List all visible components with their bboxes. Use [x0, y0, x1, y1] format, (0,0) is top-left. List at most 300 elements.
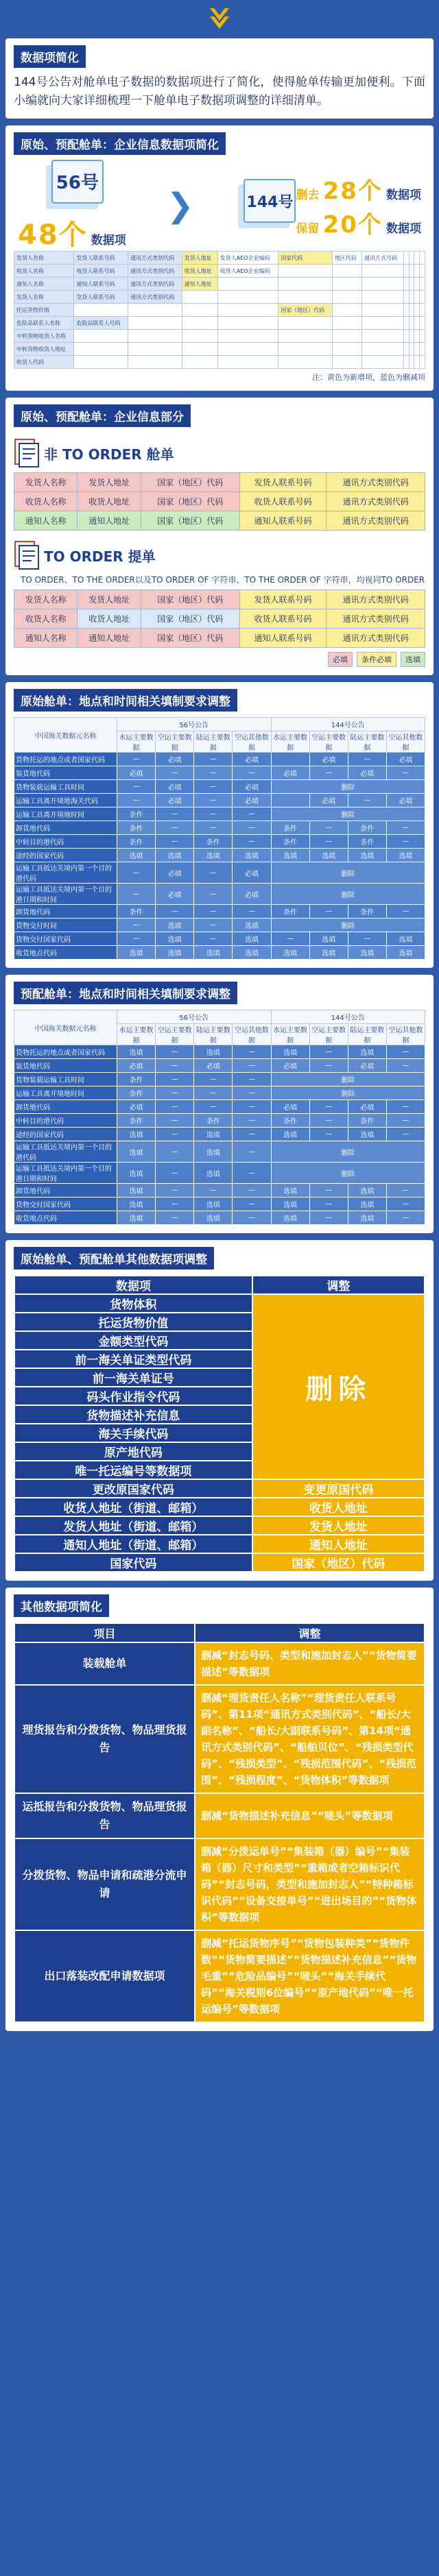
- table-cell: —: [386, 1211, 425, 1225]
- section4-title: 预配舱单：地点和时间相关填制要求调整: [14, 982, 237, 1004]
- doc-144-icon: [234, 179, 296, 232]
- table-cell: 条件: [271, 835, 309, 849]
- table-cell: —: [117, 794, 156, 807]
- item-name: 发货人地址（街道、邮箱）: [14, 1516, 252, 1535]
- table-cell: [332, 343, 361, 356]
- table-cell: 选填: [233, 919, 271, 932]
- row-name: 运输工具离开境地海关代码: [14, 794, 117, 807]
- table-cell: —: [309, 1184, 348, 1198]
- table-row: [14, 252, 425, 265]
- table-cell: 选填: [309, 932, 348, 946]
- table-cell: —: [194, 862, 233, 884]
- project-adjust: 删减“分拨运单号”“集装箱（器）编号”“集装箱（器）尺寸和类型”“重箱或者空箱标识代码”“封志号码，类型和施加封志人”“特种箱标识代码”“设备交接单号”“进出场目的”“货物体积”等数据项: [195, 1838, 425, 1930]
- table-cell: —: [156, 1100, 194, 1114]
- table-cell: [278, 317, 333, 330]
- table-cell: —: [309, 766, 348, 780]
- table-cell: 条件: [348, 1114, 386, 1128]
- table-cell: —: [233, 1114, 271, 1128]
- table-cell: [332, 304, 361, 317]
- table-row: [14, 835, 425, 849]
- other-items-table: [14, 1275, 425, 1572]
- table-cell: [217, 304, 278, 317]
- table-cell: [362, 278, 404, 291]
- table-cell: 通讯方式类别代码: [128, 291, 182, 304]
- old-count: 48个: [18, 219, 88, 251]
- row-name: 货物装载运输工具时间: [14, 780, 117, 794]
- table-cell: 选填: [271, 1128, 309, 1141]
- table-cell: [409, 330, 414, 343]
- row-name: 运输工具离开境地时间: [14, 1086, 117, 1100]
- table-cell: [414, 252, 420, 265]
- row-name: 货物交付国家代码: [14, 1198, 117, 1211]
- table-cell: 通知人联系号码: [74, 278, 128, 291]
- table-cell: [362, 265, 404, 278]
- arrow-right-icon: ❯: [166, 186, 194, 225]
- table-cell: —: [194, 1100, 233, 1114]
- table-cell: —: [309, 835, 348, 849]
- table-row: [14, 766, 425, 780]
- table-cell: 选填: [156, 849, 194, 862]
- col-56-header: 56号公告: [117, 718, 272, 731]
- table-row: [14, 609, 425, 629]
- row-name: 货物交付时间: [14, 919, 117, 932]
- legend-conditional: 条件必填: [357, 652, 396, 667]
- table-row: [14, 304, 425, 317]
- table-cell: [420, 252, 425, 265]
- table-cell: 危险品联系人号码: [74, 317, 128, 330]
- head-adjust: 调整: [195, 1623, 425, 1642]
- table-cell: 选填: [194, 1198, 233, 1211]
- table-row: [14, 1128, 425, 1141]
- table-cell: 通讯方式类别代码: [128, 278, 182, 291]
- project-adjust: 删减“封志号码、类型和施加封志人”“货物简要描述”等数据项: [195, 1642, 425, 1685]
- table-cell: —: [309, 1114, 348, 1128]
- table-cell: [182, 304, 217, 317]
- table-cell: [414, 343, 420, 356]
- item-name: 托运货物价值: [14, 1313, 252, 1331]
- table-cell: [420, 330, 425, 343]
- table-cell: —: [233, 835, 271, 849]
- table-cell: 选填: [386, 946, 425, 960]
- table-cell: 选填: [117, 1128, 156, 1141]
- project-name: 运抵报告和分拨货物、物品理货报告: [14, 1793, 195, 1838]
- table-cell: —: [194, 1073, 233, 1086]
- section2-title: 原始、预配舱单：企业信息部分: [14, 404, 191, 427]
- table-cell: 发货人AEO企业编码: [217, 252, 278, 265]
- table-cell: [128, 343, 182, 356]
- table-cell: —: [386, 905, 425, 919]
- table-cell: 选填: [348, 1198, 386, 1211]
- table-cell: 条件: [348, 905, 386, 919]
- table-cell: 必填: [233, 753, 271, 766]
- item-name: 货物描述补充信息: [14, 1405, 252, 1424]
- table-cell: [182, 317, 217, 330]
- table-cell: 必填: [117, 766, 156, 780]
- table-cell: 国家代码: [278, 252, 333, 265]
- table-row: [14, 862, 425, 884]
- table-cell: 选填: [117, 1184, 156, 1198]
- table-cell: —: [156, 766, 194, 780]
- table-cell: [362, 317, 404, 330]
- table-row: [14, 932, 425, 946]
- table-cell: 中转货物收货人地址: [14, 343, 74, 356]
- row-name: 卸货地代码: [14, 1100, 117, 1114]
- head-project: 项目: [14, 1623, 195, 1642]
- document-icon: [14, 438, 40, 468]
- sub-header: 水运主要数据: [271, 731, 309, 753]
- table-row: [14, 1045, 425, 1059]
- deleted-cell: 删除: [271, 1086, 425, 1100]
- table-cell: —: [194, 807, 233, 821]
- table-cell: 选填: [156, 919, 194, 932]
- table-cell: [403, 278, 409, 291]
- table-row: [14, 1114, 425, 1128]
- table-cell: 条件: [117, 905, 156, 919]
- table-cell: [74, 343, 128, 356]
- table-cell: 选填: [348, 849, 386, 862]
- chevron-down-icon: [206, 5, 233, 33]
- table-cell: —: [156, 1114, 194, 1128]
- project-name: 理货报告和分拨货物、物品理货报告: [14, 1685, 195, 1793]
- table-cell: [128, 356, 182, 369]
- new-count-block: [234, 172, 421, 239]
- table-cell: 选填: [117, 849, 156, 862]
- table-cell: 选填: [233, 932, 271, 946]
- table-cell: [182, 291, 217, 304]
- table-row: [14, 905, 425, 919]
- table-cell: [182, 343, 217, 356]
- table-cell: 必填: [233, 884, 271, 905]
- table-cell: 地区代码: [332, 252, 361, 265]
- section-original-manifest: [5, 682, 434, 968]
- sub-header: 水运主要数据: [271, 1024, 309, 1045]
- table-cell: 选填: [386, 849, 425, 862]
- table-cell: 发货人联系号码: [74, 291, 128, 304]
- table-cell: —: [233, 807, 271, 821]
- table-cell: —: [348, 794, 386, 807]
- table-row: [14, 1498, 425, 1516]
- table-cell: 收货人地址: [78, 492, 141, 511]
- table-cell: [217, 356, 278, 369]
- table-cell: —: [348, 753, 386, 766]
- table-cell: —: [194, 794, 233, 807]
- table-cell: —: [156, 1086, 194, 1100]
- table-cell: —: [386, 1059, 425, 1073]
- non-to-order-table: [14, 472, 425, 531]
- table-cell: 必填: [156, 794, 194, 807]
- row-name: 货物装载运输工具时间: [14, 1073, 117, 1086]
- table-cell: 发货人联系号码: [74, 252, 128, 265]
- table-cell: [217, 291, 278, 304]
- section1-title: 原始、预配舱单：企业信息数据项简化: [14, 132, 226, 155]
- legend-optional: 选填: [401, 652, 425, 667]
- table-row: [14, 1479, 425, 1498]
- row-name: 卸货地代码: [14, 821, 117, 835]
- table-cell: [409, 343, 414, 356]
- table-cell: —: [194, 1184, 233, 1198]
- table-cell: [420, 291, 425, 304]
- table-row: [14, 317, 425, 330]
- table-cell: 通知人名称: [14, 278, 74, 291]
- table-cell: [182, 330, 217, 343]
- table-cell: [271, 794, 309, 807]
- table-cell: —: [156, 1184, 194, 1198]
- table-cell: 选填: [271, 849, 309, 862]
- table-cell: 必填: [233, 780, 271, 794]
- table-cell: 条件: [117, 1114, 156, 1128]
- table-cell: 发货人联系号码: [239, 590, 327, 609]
- sub-header: 空运主要数据: [156, 731, 194, 753]
- to-order-title: TO ORDER 提单: [44, 548, 156, 565]
- table-cell: 选填: [348, 946, 386, 960]
- table-cell: —: [233, 821, 271, 835]
- sub-header: 陆运主要数据: [194, 731, 233, 753]
- table-row: [14, 1184, 425, 1198]
- table-cell: 发货人名称: [14, 473, 78, 492]
- table-cell: —: [309, 1045, 348, 1059]
- table-cell: 必填: [309, 753, 348, 766]
- table-cell: —: [386, 835, 425, 849]
- table-cell: [362, 343, 404, 356]
- sub-header: 空运其他数据: [386, 731, 425, 753]
- table-cell: 必填: [386, 753, 425, 766]
- project-adjust: 删减“货物描述补充信息”“唛头”等数据项: [195, 1793, 425, 1838]
- table-cell: —: [386, 1045, 425, 1059]
- del-label: 数据项: [386, 189, 421, 202]
- deleted-cell: 删除: [271, 1141, 425, 1163]
- table-cell: [403, 304, 409, 317]
- table-cell: [332, 356, 361, 369]
- table-cell: —: [194, 932, 233, 946]
- table-cell: —: [271, 932, 309, 946]
- table-cell: 必填: [156, 753, 194, 766]
- table-cell: [332, 317, 361, 330]
- table-cell: —: [194, 1086, 233, 1100]
- table-cell: —: [386, 766, 425, 780]
- doc-56-icon: [31, 160, 113, 213]
- table-cell: [409, 265, 414, 278]
- item-name: 海关手续代码: [14, 1424, 252, 1442]
- keep-prefix: 保留: [296, 222, 320, 236]
- table-cell: —: [348, 932, 386, 946]
- section-preconfig-manifest: [5, 975, 434, 1233]
- table-row: [14, 884, 425, 905]
- table-cell: 发货人地址: [78, 590, 141, 609]
- sub-header: 水运主要数据: [117, 1024, 156, 1045]
- table-cell: [74, 356, 128, 369]
- table-cell: [409, 291, 414, 304]
- table-cell: [409, 304, 414, 317]
- table-cell: [128, 304, 182, 317]
- section-other-items: [5, 1240, 434, 1581]
- table-cell: 国家（地区）代码: [141, 609, 239, 629]
- table-cell: —: [156, 1059, 194, 1073]
- table-cell: 选填: [271, 946, 309, 960]
- table-cell: [420, 317, 425, 330]
- table-cell: 条件: [117, 1073, 156, 1086]
- table-cell: [332, 291, 361, 304]
- table-cell: [409, 278, 414, 291]
- sub-header: 陆运主要数据: [194, 1024, 233, 1045]
- table-cell: [278, 291, 333, 304]
- table-row: [14, 473, 425, 492]
- table-cell: 通讯方式类别代码: [327, 590, 425, 609]
- table-cell: 选填: [194, 1045, 233, 1059]
- table-row: [14, 780, 425, 794]
- table-cell: 选填: [117, 1198, 156, 1211]
- table-cell: 发货人名称: [14, 252, 74, 265]
- table-cell: [409, 356, 414, 369]
- old-count-label: 数据项: [91, 233, 126, 247]
- item-change: 发货人地址: [252, 1516, 425, 1535]
- table-cell: 选填: [194, 1128, 233, 1141]
- table-cell: 必填: [233, 862, 271, 884]
- table-cell: 条件: [117, 1086, 156, 1100]
- row-name: 货物交付国家代码: [14, 932, 117, 946]
- row-name: 收货地点代码: [14, 1211, 117, 1225]
- table-cell: —: [194, 766, 233, 780]
- col-name-header: 中国海关数据元名称: [14, 718, 117, 753]
- table-row: [14, 590, 425, 609]
- row-name: 装货地代码: [14, 1059, 117, 1073]
- table-row: [14, 753, 425, 766]
- table-cell: —: [117, 884, 156, 905]
- table-row: [14, 849, 425, 862]
- table-cell: —: [309, 1128, 348, 1141]
- row-name: 卸货地代码: [14, 905, 117, 919]
- table-cell: [217, 330, 278, 343]
- sub-header: 空运主要数据: [309, 731, 348, 753]
- table-cell: —: [117, 919, 156, 932]
- table-cell: 必填: [271, 766, 309, 780]
- sub-header: 空运其他数据: [233, 1024, 271, 1045]
- table-row: [14, 807, 425, 821]
- table-cell: [414, 317, 420, 330]
- table-cell: —: [194, 884, 233, 905]
- table-cell: 收货人名称: [14, 492, 78, 511]
- table-row: [14, 1059, 425, 1073]
- table-cell: —: [233, 1211, 271, 1225]
- head-adjust: 调整: [252, 1276, 425, 1294]
- legend-required: 必填: [328, 652, 353, 667]
- section-simplification: [5, 1588, 434, 2031]
- table-cell: 必填: [348, 766, 386, 780]
- table-cell: 选填: [348, 1211, 386, 1225]
- table-cell: 发货人地址: [78, 473, 141, 492]
- table-cell: 选填: [309, 946, 348, 960]
- table-cell: 危险品联系人名称: [14, 317, 74, 330]
- row-name: 途经的国家代码: [14, 849, 117, 862]
- table-cell: 收货人联系号码: [239, 609, 327, 629]
- table-cell: —: [233, 1141, 271, 1163]
- keep-count: 20个: [322, 211, 383, 239]
- table-cell: 必填: [271, 1059, 309, 1073]
- table-cell: 通讯方式类别代码: [327, 609, 425, 629]
- table-row: [14, 1163, 425, 1184]
- section-company-part: [5, 398, 434, 675]
- table-cell: —: [156, 835, 194, 849]
- sub-header: 水运主要数据: [117, 731, 156, 753]
- to-order-table: [14, 590, 425, 648]
- table-cell: —: [156, 1073, 194, 1086]
- row-name: 收货地点代码: [14, 946, 117, 960]
- table-row: [14, 1793, 425, 1838]
- table-cell: 必填: [271, 1100, 309, 1114]
- table-cell: —: [233, 1073, 271, 1086]
- legend: [14, 652, 425, 667]
- section3-title: 原始舱单：地点和时间相关填制要求调整: [14, 689, 237, 712]
- table-cell: 条件: [117, 821, 156, 835]
- table-cell: 选填: [156, 946, 194, 960]
- sub-header: 空运其他数据: [386, 1024, 425, 1045]
- table-cell: —: [156, 905, 194, 919]
- table-cell: 必填: [348, 1100, 386, 1114]
- table-note: 注：黄色为新增项，蓝色为删减项: [312, 373, 425, 382]
- table-cell: [414, 330, 420, 343]
- table-cell: 必填: [194, 1059, 233, 1073]
- table-cell: 选填: [117, 1141, 156, 1163]
- to-order-head: [14, 540, 425, 570]
- table-cell: 发货人地址: [182, 252, 217, 265]
- table-cell: 选填: [194, 946, 233, 960]
- table-cell: 条件: [117, 807, 156, 821]
- table-cell: 通知人地址: [78, 629, 141, 648]
- table-cell: 条件: [271, 905, 309, 919]
- table-cell: 选填: [271, 1198, 309, 1211]
- table-cell: 中转货物收货人名称: [14, 330, 74, 343]
- table-cell: 选填: [309, 849, 348, 862]
- table-cell: 选填: [233, 946, 271, 960]
- intro-title: 数据项简化: [14, 45, 86, 68]
- table-cell: [414, 291, 420, 304]
- table-cell: [420, 343, 425, 356]
- table-cell: [420, 265, 425, 278]
- table-cell: 通讯方式类别代码: [128, 265, 182, 278]
- table-cell: 通知人联系号码: [239, 629, 327, 648]
- table-cell: 收货人代码: [14, 356, 74, 369]
- table-cell: 收货人AEO企业编码: [217, 265, 278, 278]
- project-adjust: 删减“理货责任人名称”“理货责任人联系号码”、第11项“通讯方式类别代码”、“船长/大副名称”、“船长/大副联系号码”、第14项“通讯方式类别代码”、“船舶贝位”、“残损类型代码”、“残损类型”、“残损范围代码”、“残损范围”、“残损程度”、“货物体积”等数据项: [195, 1685, 425, 1793]
- table-cell: —: [233, 1045, 271, 1059]
- table-cell: —: [194, 821, 233, 835]
- table-cell: 选填: [117, 946, 156, 960]
- table-row: [14, 265, 425, 278]
- item-name: 通知人地址（街道、邮箱）: [14, 1535, 252, 1553]
- table-row: [14, 1073, 425, 1086]
- table-cell: 通讯方式类别代码: [128, 252, 182, 265]
- table-cell: [414, 278, 420, 291]
- table-cell: 条件: [194, 835, 233, 849]
- table-cell: [128, 317, 182, 330]
- deleted-cell: 删除: [271, 807, 425, 821]
- table-cell: 条件: [348, 835, 386, 849]
- table-row: [14, 1685, 425, 1793]
- sub-header: 空运主要数据: [309, 1024, 348, 1045]
- table-cell: 通知人名称: [14, 511, 78, 531]
- table-cell: 必填: [156, 862, 194, 884]
- project-adjust: 删减“托运货物序号”“货物包装种类”“货物件数”“货物简要描述”“货物描述补充信息”“货物毛重”“危险品编号”“唛头”“海关手续代码”“海关税则6位编号”“原产地代码”“唯一托运编号”等数据项: [195, 1930, 425, 2022]
- table-cell: 国家（地区）代码: [141, 590, 239, 609]
- item-name: 唯一托运编号等数据项: [14, 1461, 252, 1479]
- table-cell: 选填: [348, 1045, 386, 1059]
- table-cell: 收货人名称: [14, 265, 74, 278]
- item-name: 更改原国家代码: [14, 1479, 252, 1498]
- table-row: [14, 1141, 425, 1163]
- logo: [0, 0, 439, 38]
- table-row: [14, 1642, 425, 1685]
- item-name: 收货人地址（街道、邮箱）: [14, 1498, 252, 1516]
- keep-label: 数据项: [386, 222, 421, 236]
